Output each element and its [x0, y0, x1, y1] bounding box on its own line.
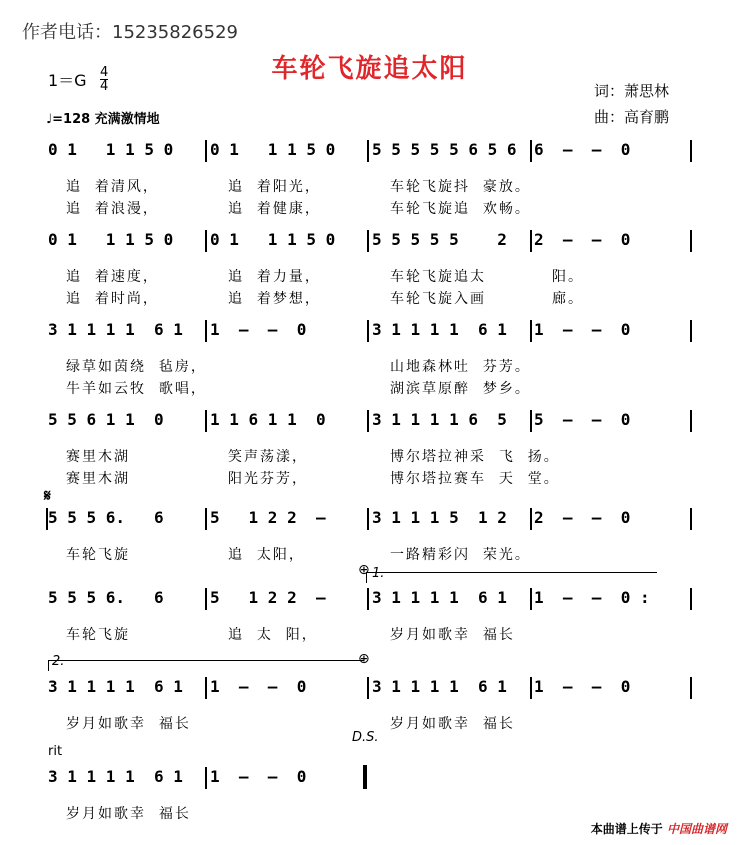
credits [594, 78, 669, 130]
measure-notes: 1 – – 0 : [534, 588, 650, 607]
barline [530, 588, 532, 610]
barline [367, 230, 369, 252]
lyric-line: 追 太 阳， [228, 627, 318, 643]
lyric-line: 追 着清风， [66, 179, 159, 195]
barline [690, 140, 692, 162]
barline [690, 320, 692, 342]
lyric-line: 车轮飞旋 [66, 547, 130, 563]
measure-notes: 1 – – 0 [210, 767, 307, 786]
meter-top: 4 [100, 65, 109, 80]
barline [690, 230, 692, 252]
measure-notes: 1 1 6 1 1 0 [210, 410, 326, 429]
measure-notes: 3 1 1 1 1 6 1 [48, 320, 183, 339]
barline [367, 588, 369, 610]
volta-2-label: 2. [52, 654, 65, 669]
barline [690, 588, 692, 610]
lyric-line: 追 着力量， [228, 269, 321, 285]
barline [690, 410, 692, 432]
lyric-line: 岁月如歌幸 福长 [390, 627, 515, 643]
segno-sign: 𝄋 [44, 486, 51, 505]
measure-notes: 3 1 1 1 1 6 1 [372, 677, 507, 696]
barline [205, 767, 207, 789]
measure-notes: 5 1 2 2 – [210, 588, 326, 607]
lyric-line: 绿草如茵绕 毡房， [66, 359, 207, 375]
lyric-line: 追 太阳， [228, 547, 305, 563]
measure-notes: 3 1 1 1 1 6 1 [48, 677, 183, 696]
coda-sign-2: ⊕ [358, 651, 370, 667]
lyric-line: 岁月如歌幸 福长 [66, 716, 191, 732]
lyric-line: 车轮飞旋抖 豪放。 [390, 179, 531, 195]
barline [367, 410, 369, 432]
lyric-line: 追 着速度， [66, 269, 159, 285]
lyric-line-2: 追 着健康， [228, 201, 321, 217]
volta-bracket-2 [48, 660, 364, 671]
measure-notes: 0 1 1 1 5 0 [48, 230, 174, 249]
lyric-line: 车轮飞旋 [66, 627, 130, 643]
lyric-line-2: 廊。 [552, 291, 584, 307]
barline [205, 588, 207, 610]
measure-notes: 5 1 2 2 – [210, 508, 326, 527]
site-brand: 中国曲谱网 [666, 822, 727, 836]
barline [530, 230, 532, 252]
measure-notes: 3 1 1 1 1 6 5 [372, 410, 507, 429]
barline [690, 508, 692, 530]
measure-notes: 5 – – 0 [534, 410, 631, 429]
measure-notes: 1 – – 0 [210, 320, 307, 339]
lyric-line: 车轮飞旋追太 [390, 269, 486, 285]
lyric-line: 博尔塔拉神采 飞 扬。 [390, 449, 560, 465]
measure-notes: 3 1 1 1 1 6 1 [48, 767, 183, 786]
barline [367, 677, 369, 699]
measure-notes: 5 5 5 6. 6 [48, 588, 164, 607]
measure-notes: 2 – – 0 [534, 508, 631, 527]
measure-notes: 1 – – 0 [534, 320, 631, 339]
barline [367, 140, 369, 162]
lyric-line: 笑声荡漾， [228, 449, 308, 465]
barline [530, 508, 532, 530]
lyricist: 词：萧思林 [594, 82, 670, 100]
barline [690, 677, 692, 699]
measure-notes: 2 – – 0 [534, 230, 631, 249]
measure-notes: 5 5 5 6. 6 [48, 508, 164, 527]
lyric-line-2: 湖滨草原醉 梦乡。 [390, 381, 531, 397]
song-title: 车轮飞旋追太阳 [271, 54, 468, 84]
barline [530, 320, 532, 342]
volta-bracket-1 [366, 572, 657, 583]
barline [205, 677, 207, 699]
lyric-line: 岁月如歌幸 福长 [390, 716, 515, 732]
barline [530, 140, 532, 162]
barline [205, 230, 207, 252]
measure-notes: 0 1 1 1 5 0 [210, 140, 336, 159]
lyric-line-2: 车轮飞旋追 欢畅。 [390, 201, 531, 217]
barline [205, 508, 207, 530]
lyric-line: 一路精彩闪 荣光。 [390, 547, 531, 563]
coda-sign: ⊕ [358, 562, 370, 578]
barline [205, 410, 207, 432]
measure-notes: 5 5 6 1 1 0 [48, 410, 164, 429]
measure-notes: 1 – – 0 [534, 677, 631, 696]
lyric-line-2: 赛里木湖 [66, 471, 130, 487]
barline [530, 677, 532, 699]
ds-marking: D.S. [352, 730, 379, 745]
lyric-line-2: 追 着浪漫， [66, 201, 159, 217]
barline [205, 320, 207, 342]
composer: 曲：高育鹏 [594, 108, 670, 126]
measure-notes: 5 5 5 5 5 2 [372, 230, 507, 249]
measure-notes: 6 – – 0 [534, 140, 631, 159]
rit-marking: rit [48, 744, 63, 759]
measure-notes: 5 5 5 5 5 6 5 6 [372, 140, 517, 159]
key-signature: 1＝G [48, 71, 87, 90]
final-barline [363, 765, 367, 789]
lyric-line-2: 追 着时尚， [66, 291, 159, 307]
lyric-line-2: 阳光芬芳， [228, 471, 308, 487]
upload-prefix: 本曲谱上传于 [590, 822, 663, 836]
measure-notes: 3 1 1 1 1 6 1 [372, 588, 507, 607]
barline [46, 508, 48, 530]
upload-credit [591, 820, 727, 837]
barline [205, 140, 207, 162]
lyric-line-2: 车轮飞旋入画 [390, 291, 486, 307]
lyric-line: 阳。 [552, 269, 584, 285]
time-signature [100, 66, 108, 93]
lyric-line: 赛里木湖 [66, 449, 130, 465]
author-phone: 作者电话：15235826529 [22, 22, 238, 43]
measure-notes: 3 1 1 1 5 1 2 [372, 508, 507, 527]
lyric-line-2: 牛羊如云牧 歌唱， [66, 381, 207, 397]
lyric-line: 追 着阳光， [228, 179, 321, 195]
lyric-line: 山地森林吐 芬芳。 [390, 359, 531, 375]
measure-notes: 3 1 1 1 1 6 1 [372, 320, 507, 339]
measure-notes: 0 1 1 1 5 0 [48, 140, 174, 159]
meter-bottom: 4 [100, 79, 109, 94]
tempo-marking: ♩=128 充满激情地 [46, 112, 160, 127]
barline [367, 508, 369, 530]
measure-notes: 0 1 1 1 5 0 [210, 230, 336, 249]
measure-notes: 1 – – 0 [210, 677, 307, 696]
lyric-line: 岁月如歌幸 福长 [66, 806, 191, 822]
lyric-line-2: 追 着梦想， [228, 291, 321, 307]
barline [367, 320, 369, 342]
volta-1-label: 1. [372, 566, 385, 581]
lyric-line-2: 博尔塔拉赛车 天 堂。 [390, 471, 560, 487]
barline [530, 410, 532, 432]
